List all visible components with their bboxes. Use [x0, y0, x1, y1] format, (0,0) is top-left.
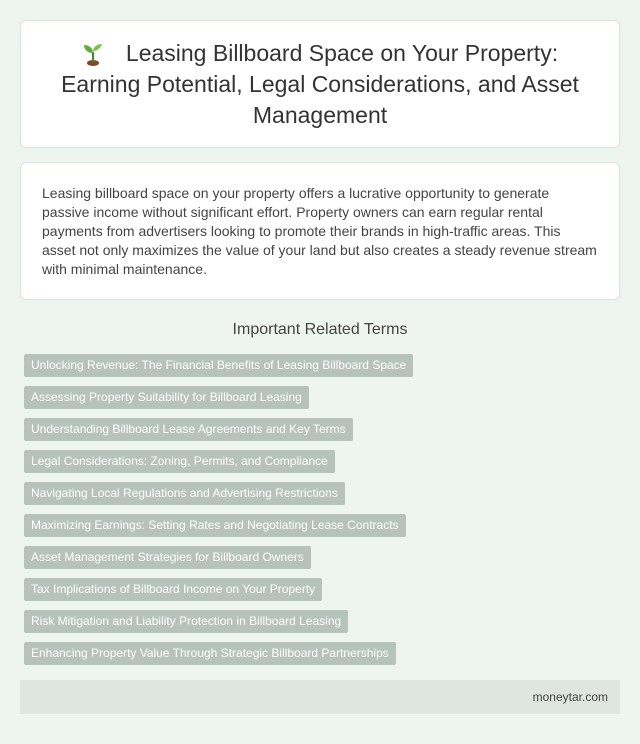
title-card	[20, 20, 620, 148]
term-tag[interactable]: Unlocking Revenue: The Financial Benefits of Leasing Billboard Space	[24, 354, 413, 377]
terms-heading: Important Related Terms	[232, 321, 408, 338]
term-tag[interactable]: Tax Implications of Billboard Income on Your Property	[24, 578, 322, 601]
term-tag[interactable]: Understanding Billboard Lease Agreements and Key Terms	[24, 418, 353, 441]
intro-text: Leasing billboard space on your property offers a lucrative opportunity to generate passive income without significant effort. Property owners can earn regular rental payments from advertisers looking to promote their brands in high-traffic areas. This asset not only maximizes the value of your land but also creates a steady revenue stream with minimal maintenance.	[42, 185, 597, 277]
site-link[interactable]: moneytar.com	[532, 690, 608, 704]
footer	[20, 680, 620, 714]
terms-list	[24, 354, 413, 674]
term-tag[interactable]: Risk Mitigation and Liability Protection in Billboard Leasing	[24, 610, 348, 633]
term-tag[interactable]: Navigating Local Regulations and Advertising Restrictions	[24, 482, 345, 505]
page-title	[51, 38, 589, 131]
term-tag[interactable]: Asset Management Strategies for Billboard Owners	[24, 546, 311, 569]
term-tag[interactable]: Legal Considerations: Zoning, Permits, and Compliance	[24, 450, 335, 473]
term-tag[interactable]: Assessing Property Suitability for Billboard Leasing	[24, 386, 309, 409]
sprout-icon	[82, 42, 104, 66]
intro-card	[20, 162, 620, 300]
term-tag[interactable]: Maximizing Earnings: Setting Rates and Negotiating Lease Contracts	[24, 514, 406, 537]
term-tag[interactable]: Enhancing Property Value Through Strategic Billboard Partnerships	[24, 642, 396, 665]
page-title-text: Leasing Billboard Space on Your Property: Earning Potential, Legal Considerations, and Asset Management	[61, 39, 579, 128]
